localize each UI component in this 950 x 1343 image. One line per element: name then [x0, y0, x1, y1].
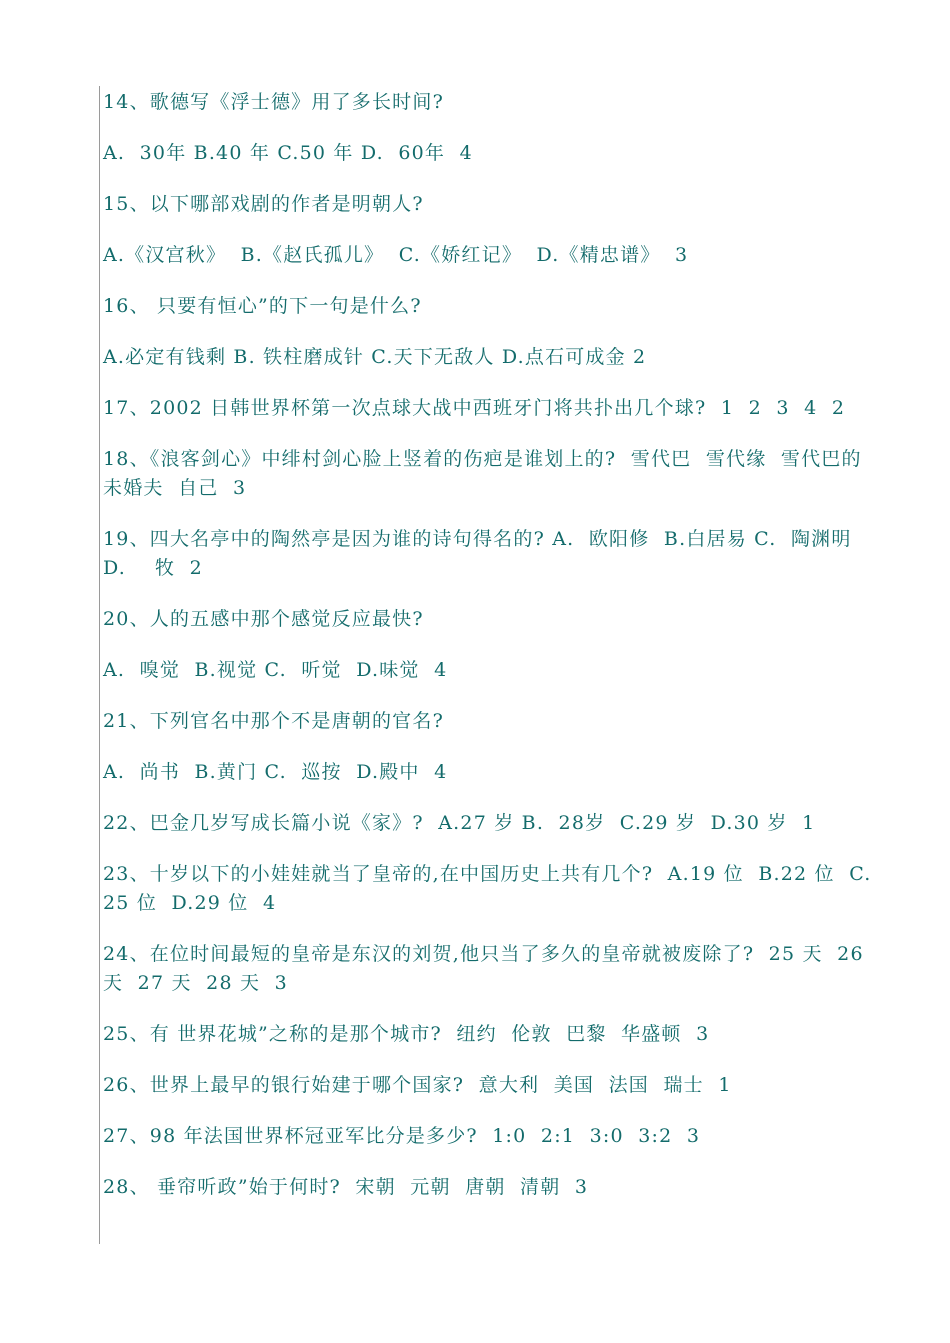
question-24: 24、在位时间最短的皇帝是东汉的刘贺,他只当了多久的皇帝就被废除了? 25 天 26 天 27 天 28 天 3: [103, 943, 872, 994]
options-15: A.《汉宫秋》 B.《赵氏孤儿》 C.《娇红记》 D.《精忠谱》 3: [103, 244, 689, 266]
question-27: 27、98 年法国世界杯冠亚军比分是多少? 1:0 2:1 3:0 3:2 3: [103, 1125, 701, 1147]
question-16: 16、 只要有恒心”的下一句是什么?: [103, 295, 422, 317]
options-20: A. 嗅觉 B.视觉 C. 听觉 D.味觉 4: [103, 659, 448, 681]
options-21: A. 尚书 B.黄门 C. 巡按 D.殿中 4: [103, 761, 448, 783]
question-22: 22、巴金几岁写成长篇小说《家》? A.27 岁 B. 28岁 C.29 岁 D.30 岁 1: [103, 812, 816, 834]
question-25: 25、有 世界花城”之称的是那个城市? 纽约 伦敦 巴黎 华盛顿 3: [103, 1023, 710, 1045]
question-21: 21、下列官名中那个不是唐朝的官名?: [103, 710, 444, 732]
question-15: 15、以下哪部戏剧的作者是明朝人?: [103, 193, 424, 215]
options-14: A. 30年 B.40 年 C.50 年 D. 60年 4: [103, 142, 473, 164]
options-16: A.必定有钱剩 B. 铁柱磨成针 C.天下无敌人 D.点石可成金 2: [103, 346, 647, 368]
question-17: 17、2002 日韩世界杯第一次点球大战中西班牙门将共扑出几个球? 1 2 3 4 2: [103, 397, 846, 419]
question-19: 19、四大名亭中的陶然亭是因为谁的诗句得名的? A. 欧阳修 B.白居易 C. 陶渊明 D. 牧 2: [103, 528, 867, 579]
question-26: 26、世界上最早的银行始建于哪个国家? 意大利 美国 法国 瑞士 1: [103, 1074, 732, 1096]
question-23: 23、十岁以下的小娃娃就当了皇帝的,在中国历史上共有几个? A.19 位 B.22 位 C.25 位 D.29 位 4: [103, 863, 872, 914]
question-18: 18、《浪客剑心》中绯村剑心脸上竖着的伤疤是谁划上的? 雪代巴 雪代缘 雪代巴的未婚夫 自己 3: [103, 448, 862, 499]
left-margin-rule: [99, 86, 100, 1244]
question-14: 14、歌德写《浮士德》用了多长时间?: [103, 91, 444, 113]
question-28: 28、 垂帘听政”始于何时? 宋朝 元朝 唐朝 清朝 3: [103, 1176, 589, 1198]
document-body: [103, 88, 878, 1224]
question-20: 20、人的五感中那个感觉反应最快?: [103, 608, 424, 630]
